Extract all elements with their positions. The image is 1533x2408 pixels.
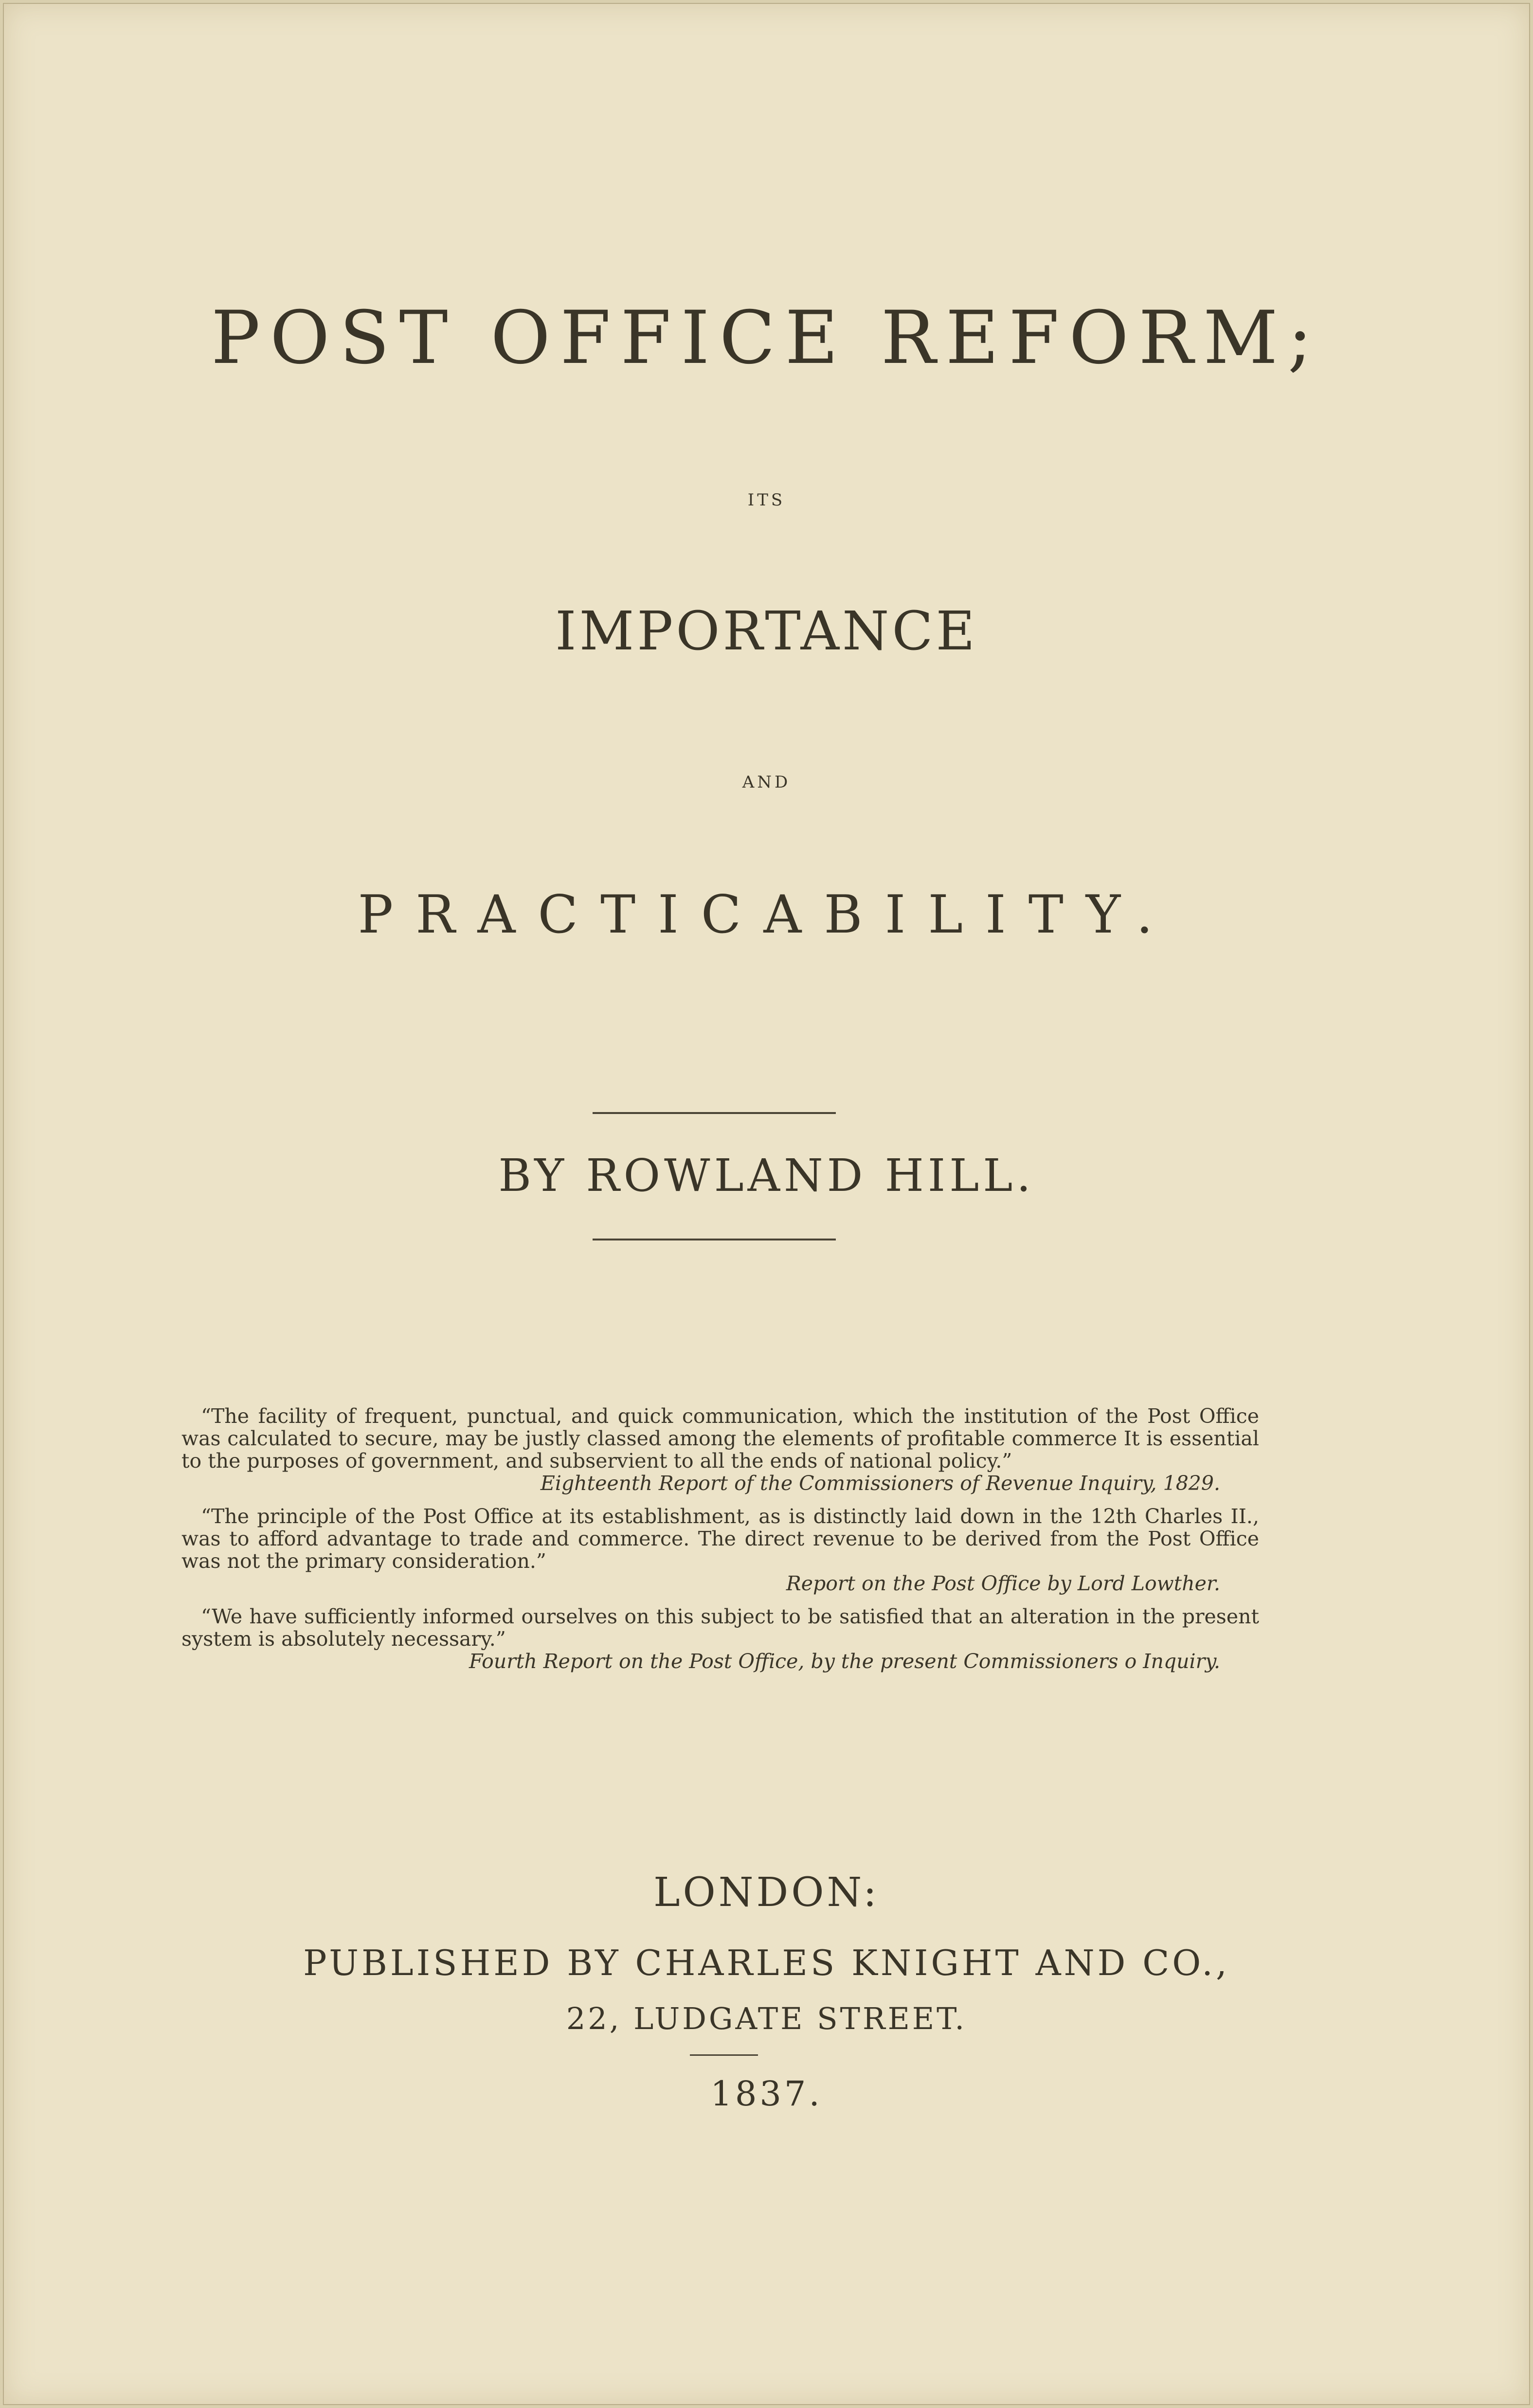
epigraph-quote (181, 1505, 1259, 1595)
quote-text: “We have sufficiently informed ourselves on this subject to be satisfied that an alteration in the present system is absolutely necessary.” (181, 1605, 1259, 1651)
imprint-publisher: PUBLISHED BY CHARLES KNIGHT AND CO., (303, 1942, 1230, 1983)
divider-rule-top (593, 1112, 836, 1114)
imprint-address: 22, LUDGATE STREET. (566, 2001, 967, 2036)
epigraph-quotes (181, 1405, 1259, 1683)
divider-rule-bottom (593, 1239, 836, 1240)
divider-rule-imprint (690, 2054, 758, 2056)
epigraph-quote (181, 1405, 1259, 1494)
author-line: BY ROWLAND HILL. (498, 1150, 1035, 1202)
quote-text: “The facility of frequent, punctual, and quick communication, which the institution of the Post Office was calculated to secure, may be justly classed among the elements of profitable commerce It is essential to the purposes of government, and subservient to all the ends of national policy.” (181, 1404, 1259, 1473)
quote-text: “The principle of the Post Office at its establishment, as is distinctly laid down in the 12th Charles II., was to afford advantage to trade and commerce. The direct revenue to be derived from the Post Office was not the primary consideration.” (181, 1505, 1259, 1573)
imprint-year: 1837. (710, 2074, 823, 2114)
quote-source: Fourth Report on the Post Office, by the present Commissioners o Inquiry. (469, 1650, 1220, 1673)
epigraph-quote (181, 1605, 1259, 1672)
subtitle-importance: IMPORTANCE (555, 600, 978, 662)
imprint-city: LONDON: (653, 1869, 880, 1916)
quote-source: Eighteenth Report of the Commissioners of Revenue Inquiry, 1829. (540, 1472, 1220, 1495)
title-page (3, 3, 1530, 2405)
quote-source: Report on the Post Office by Lord Lowther. (786, 1572, 1220, 1595)
subtitle-connector-and: AND (742, 773, 791, 792)
subtitle-connector-its: ITS (747, 490, 786, 510)
subtitle-practicability: PRACTICABILITY. (358, 884, 1175, 945)
book-title: POST OFFICE REFORM; (211, 296, 1322, 380)
